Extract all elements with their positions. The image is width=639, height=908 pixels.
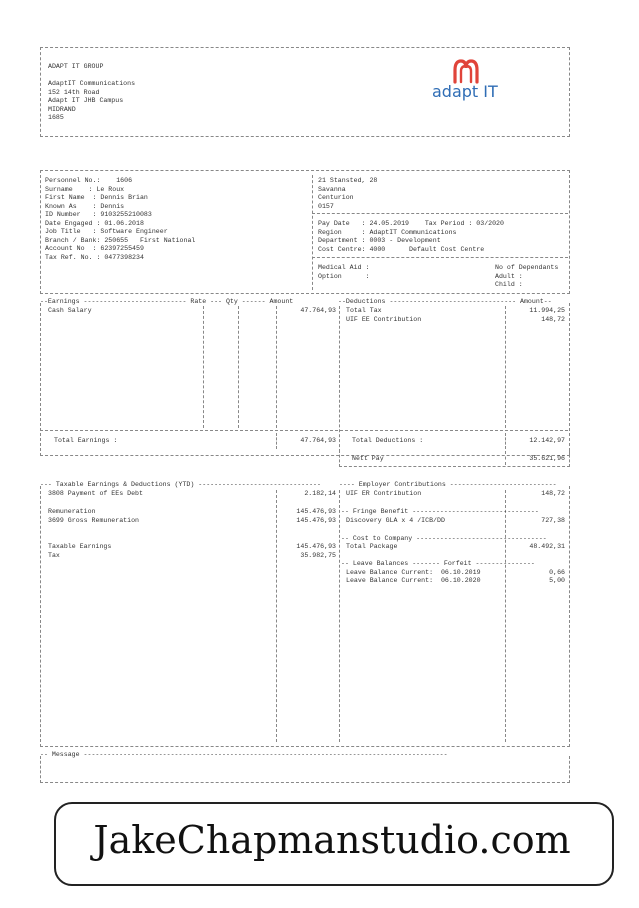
total-package-amount: 48.492,31 [529, 543, 565, 550]
adult-count: Adult : [495, 272, 523, 280]
employer-amount-column-line [505, 490, 506, 742]
region: Region : AdaptIT Communications [318, 228, 457, 236]
leave-balances-header: -- Leave Balances ------- Forfeit --------------- [341, 560, 535, 567]
ytd-row-amount-5: 35.982,75 [300, 551, 336, 559]
deduction-row-label-1: Total Tax [346, 307, 382, 314]
rate-column-line [203, 306, 204, 428]
cost-centre: Cost Centre: 4000 Default Cost Centre [318, 245, 485, 253]
first-name: First Name : Dennis Brian [45, 194, 148, 201]
home-address-line-1: 21 Stansted, 28 [318, 177, 378, 184]
known-as: Known As : Dennis [45, 202, 125, 210]
cost-to-company-header: -- Cost to Company --------------------------------- [341, 534, 547, 542]
personnel-no: Personnel No.: 1606 [45, 177, 133, 184]
ytd-amount-column-line [276, 490, 277, 742]
ytd-box [40, 486, 570, 747]
total-deductions-amount: 12.142,97 [529, 437, 565, 444]
ytd-row-label-2: Remuneration [48, 508, 96, 515]
nett-pay-amount: 35.621,96 [529, 455, 565, 462]
company-name: ADAPT IT GROUP [48, 63, 104, 70]
ytd-divider [339, 490, 340, 742]
tax-ref-no: Tax Ref. No. : 0477398234 [45, 253, 144, 261]
company-address-line-3: Adapt IT JHB Campus [48, 97, 124, 104]
ytd-row-amount-4: 145.476,93 [296, 543, 336, 550]
message-header: -- Message -------------------------------------------------------------------------------------------- [40, 751, 448, 758]
qty-column-line [238, 306, 239, 428]
medical-aid: Medical Aid : [318, 264, 370, 271]
ytd-row-label-1: 3808 Payment of EEs Debt [48, 490, 143, 497]
uif-er-amount: 148,72 [541, 490, 565, 497]
company-address-line-2: 152 14th Road [48, 88, 100, 96]
earning-row-amount: 47.764,93 [300, 307, 336, 314]
earning-row-label: Cash Salary [48, 307, 92, 314]
totals-separator [40, 430, 568, 431]
logo-text: adapt IT [432, 82, 498, 101]
message-box [40, 756, 570, 783]
company-logo [432, 58, 522, 104]
total-package-label: Total Package [346, 543, 398, 550]
ytd-row-label-3: 3699 Gross Remuneration [48, 516, 140, 524]
ytd-row-amount-2: 145.476,93 [296, 508, 336, 515]
pay-info-separator-bottom [312, 257, 568, 258]
deduction-row-amount-2: 148,72 [541, 315, 565, 323]
deduction-amount-column-line [505, 306, 506, 428]
earnings-header: --Earnings -------------------------- Rate --- Qty ------ Amount [40, 298, 294, 305]
no-of-dependants: No of Dependants [495, 264, 559, 271]
amount-column-line [276, 306, 277, 428]
date-engaged: Date Engaged : 01.06.2018 [45, 219, 144, 227]
deduction-row-label-2: UIF EE Contribution [346, 315, 422, 323]
employee-info-divider [312, 175, 313, 290]
company-address-line-4: MIDRAND [48, 105, 76, 113]
watermark-text: JakeChapmanstudio.com [93, 818, 571, 862]
fringe-benefit-label: Discovery GLA x 4 /ICB/DD [346, 516, 445, 524]
leave-balance-amount-2: 5,00 [549, 577, 565, 584]
surname: Surname : Le Roux [45, 185, 125, 193]
company-address-line-5: 1685 [48, 114, 64, 121]
total-deductions-label: Total Deductions : [352, 437, 424, 444]
child-count: Child : [495, 281, 523, 288]
ytd-header: --- Taxable Earnings & Deductions (YTD) ------------------------------- [40, 481, 321, 488]
company-address-line-1: AdaptIT Communications [48, 80, 136, 87]
total-earnings-label: Total Earnings : [54, 437, 118, 444]
pay-date: Pay Date : 24.05.2019 Tax Period : 03/2020 [318, 220, 504, 227]
home-address-line-4: 0157 [318, 202, 334, 210]
employer-contributions-header: ---- Employer Contributions --------------------------- [339, 481, 557, 488]
ytd-row-label-5: Tax [48, 551, 60, 559]
leave-balance-amount-1: 0,66 [549, 568, 565, 576]
branch-bank: Branch / Bank: 250655 First National [45, 236, 196, 244]
id-number: ID Number : 9103255210083 [45, 211, 152, 218]
earnings-box [40, 303, 570, 456]
pay-info-separator-top [312, 213, 568, 214]
home-address-line-2: Savanna [318, 185, 346, 193]
leave-balance-label-2: Leave Balance Current: 06.10.2020 [346, 577, 481, 584]
uif-er-label: UIF ER Contribution [346, 490, 422, 497]
ytd-row-amount-3: 145.476,93 [296, 516, 336, 524]
ytd-row-label-4: Taxable Earnings [48, 543, 112, 550]
department: Department : 0003 - Development [318, 237, 441, 244]
logo-mark-icon [451, 58, 481, 84]
fringe-benefit-header: -- Fringe Benefit -------------------------------- [341, 508, 539, 515]
total-earnings-amount: 47.764,93 [300, 437, 336, 444]
deduction-row-amount-1: 11.994,25 [529, 307, 565, 314]
option: Option : [318, 272, 370, 280]
leave-balance-label-1: Leave Balance Current: 06.10.2019 [346, 568, 481, 576]
ytd-row-amount-1: 2.182,14 [304, 490, 336, 497]
job-title: Job Title : Software Engineer [45, 228, 168, 235]
nett-pay-label: Nett Pay [352, 455, 384, 462]
home-address-line-3: Centurion [318, 194, 354, 201]
deductions-header: --Deductions -------------------------------- Amount-- [338, 298, 552, 305]
account-no: Account No : 62397255459 [45, 245, 144, 252]
fringe-benefit-amount: 727,38 [541, 516, 565, 524]
